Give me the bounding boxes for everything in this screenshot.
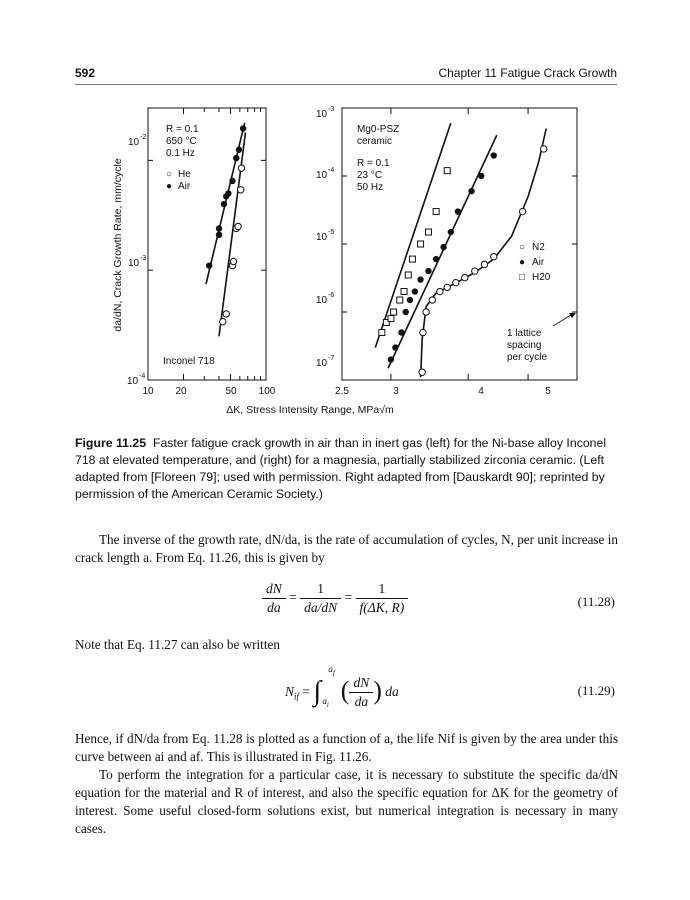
data-point-air xyxy=(233,155,239,161)
data-point-n2 xyxy=(541,146,547,152)
data-point-he xyxy=(223,311,229,317)
data-point-h20 xyxy=(397,297,403,303)
left-y-exp-1e-4: -4 xyxy=(139,373,146,380)
left-y-exp-1e-3: -3 xyxy=(140,255,147,262)
data-point-n2 xyxy=(519,208,525,214)
data-point-air xyxy=(425,268,431,274)
figure-caption xyxy=(75,435,625,503)
data-point-air xyxy=(229,178,235,184)
data-point-air xyxy=(433,256,439,262)
caption-label: Figure 11.25 xyxy=(75,436,147,450)
data-point-air xyxy=(206,262,212,268)
running-header: Chapter 11 Fatigue Crack Growth xyxy=(438,66,617,80)
left-x-tick-20: 20 xyxy=(175,386,187,397)
data-point-n2 xyxy=(429,297,435,303)
right-y-exp-1e-5: -5 xyxy=(328,229,335,236)
right-y-exp-1e-3: -3 xyxy=(328,106,335,113)
data-point-he xyxy=(238,165,244,171)
data-point-n2 xyxy=(419,369,425,375)
right-y-tick-1e-3: 10 xyxy=(316,109,328,120)
data-point-air xyxy=(225,190,231,196)
data-point-he xyxy=(220,318,226,324)
figure-11-25 xyxy=(0,0,690,430)
data-point-air xyxy=(468,188,474,194)
data-point-air xyxy=(407,297,413,303)
left-condition-2: 650 °C xyxy=(166,136,197,147)
data-point-air xyxy=(216,225,222,231)
right-y-exp-1e-7: -7 xyxy=(328,355,335,362)
left-x-tick-50: 50 xyxy=(225,386,237,397)
annotation-leader xyxy=(553,315,571,326)
data-point-air xyxy=(412,288,418,294)
right-x-tick-5: 5 xyxy=(545,386,551,397)
left-y-exp-1e-2: -2 xyxy=(140,134,147,141)
left-x-tick-10: 10 xyxy=(142,386,154,397)
legend-n2-symbol: ○ xyxy=(519,242,526,253)
equation-number-11-29: (11.29) xyxy=(577,683,615,698)
x-axis-label: ΔK, Stress Intensity Range, MPa√m xyxy=(226,404,394,416)
data-point-h20 xyxy=(379,329,385,335)
data-point-he xyxy=(237,187,243,193)
data-point-n2 xyxy=(420,329,426,335)
data-point-air xyxy=(403,309,409,315)
equation-11-29: $N_{if}$ = ∫ $a_f$ $a_i$ ( $\frac{dN}{da}$ ) da xyxy=(285,664,399,710)
data-point-n2 xyxy=(481,261,487,267)
data-point-n2 xyxy=(453,279,459,285)
data-point-air xyxy=(440,244,446,250)
annotation-line-1: 1 lattice xyxy=(507,328,542,339)
data-point-n2 xyxy=(472,268,478,274)
data-point-he xyxy=(230,258,236,264)
data-point-air xyxy=(392,344,398,350)
data-point-n2 xyxy=(423,309,429,315)
data-point-air xyxy=(491,152,497,158)
legend-air-r-symbol: ● xyxy=(519,257,526,268)
data-point-air xyxy=(240,125,246,131)
data-point-h20 xyxy=(444,168,450,174)
annotation-line-2: spacing xyxy=(507,340,542,351)
data-point-air xyxy=(388,356,394,362)
right-y-tick-1e-7: 10 xyxy=(316,358,328,369)
right-condition-1: R = 0.1 xyxy=(357,158,390,169)
data-point-h20 xyxy=(425,229,431,235)
data-point-air xyxy=(216,232,222,238)
right-x-tick-2.5: 2.5 xyxy=(335,386,349,397)
data-point-air xyxy=(417,276,423,282)
data-point-n2 xyxy=(444,284,450,290)
data-point-air xyxy=(221,201,227,207)
data-point-h20 xyxy=(401,289,407,295)
data-point-n2 xyxy=(437,288,443,294)
right-condition-2: 23 °C xyxy=(357,170,383,181)
right-y-tick-1e-6: 10 xyxy=(316,295,328,306)
left-condition-1: R = 0.1 xyxy=(166,124,199,135)
legend-air-label: Air xyxy=(178,181,191,192)
right-y-tick-1e-5: 10 xyxy=(316,232,328,243)
right-condition-3: 50 Hz xyxy=(357,182,384,193)
data-point-h20 xyxy=(409,256,415,262)
legend-he-label: He xyxy=(178,169,191,180)
legend-air-symbol: ● xyxy=(166,181,173,192)
data-point-air xyxy=(448,229,454,235)
data-point-n2 xyxy=(462,274,468,280)
data-point-air xyxy=(398,329,404,335)
legend-h2o-symbol: □ xyxy=(519,272,526,283)
legend-air-r-label: Air xyxy=(532,257,545,268)
right-x-tick-4: 4 xyxy=(478,386,484,397)
data-point-h20 xyxy=(433,209,439,215)
legend-n2-label: N2 xyxy=(532,242,545,253)
left-y-tick-1e-3: 10 xyxy=(128,258,140,269)
paragraph-2: Note that Eq. 11.27 can also be written xyxy=(75,637,280,652)
data-point-h20 xyxy=(388,316,394,322)
page-number: 592 xyxy=(75,66,96,80)
trend-line-he xyxy=(219,132,246,336)
right-x-tick-3: 3 xyxy=(393,386,399,397)
annotation-line-3: per cycle xyxy=(507,352,548,363)
data-point-he xyxy=(235,223,241,229)
data-point-h20 xyxy=(391,309,397,315)
equation-number-11-28: (11.28) xyxy=(577,594,615,609)
data-point-h20 xyxy=(405,272,411,278)
left-condition-3: 0.1 Hz xyxy=(166,148,195,159)
right-y-exp-1e-6: -6 xyxy=(328,292,335,299)
data-point-n2 xyxy=(491,254,497,260)
paragraph-4: To perform the integration for a particular case, it is necessary to substitute the specific da/dN equation for the material and R of interest, and also the specific equation for ΔK for the geometry of interest. Some useful closed-form solutions exist, but numerical integration is necessary in many cases. xyxy=(75,767,618,836)
legend-h2o-label: H20 xyxy=(532,272,551,283)
data-point-air xyxy=(478,173,484,179)
right-title-2: ceramic xyxy=(357,136,393,147)
legend-he-symbol: ○ xyxy=(166,169,173,180)
paragraph-1: The inverse of the growth rate, dN/da, is the rate of accumulation of cycles, N, per unit increase in crack length a. From Eq. 11.26, this is given by xyxy=(75,532,618,565)
right-title-1: Mg0-PSZ xyxy=(357,124,400,135)
paragraph-3: Hence, if dN/da from Eq. 11.28 is plotted as a function of a, the life Nif is given by the area under this curve between ai and af. This is illustrated in Fig. 11.26. xyxy=(75,731,618,764)
right-y-exp-1e-4: -4 xyxy=(328,167,335,174)
left-y-tick-1e-2: 10 xyxy=(128,137,140,148)
data-point-air xyxy=(236,147,242,153)
data-point-h20 xyxy=(418,241,424,247)
left-y-tick-1e-4: 10 xyxy=(127,376,139,387)
left-x-tick-100: 100 xyxy=(258,386,276,397)
caption-text: Faster fatigue crack growth in air than in inert gas (left) for the Ni-base alloy Inconel 718 at elevated temperature, and (right) for a magnesia, partially stabilized zirconia ceramic. (Left adapted from [Floreen 79]; used with permission. Right adapted from [Dauskardt 90]; reprinted by permission of the American Ceramic Society.) xyxy=(75,436,607,501)
equation-11-28: $\frac{dN}{da}$ = $\frac{1}{da/dN}$ = $\frac{1}{f(\Delta K, R)}$ xyxy=(262,581,408,616)
data-point-air xyxy=(455,208,461,214)
y-axis-label: da/dN, Crack Growth Rate, mm/cycle xyxy=(112,158,124,332)
right-y-tick-1e-4: 10 xyxy=(316,170,328,181)
left-material-label: Inconel 718 xyxy=(163,356,215,367)
